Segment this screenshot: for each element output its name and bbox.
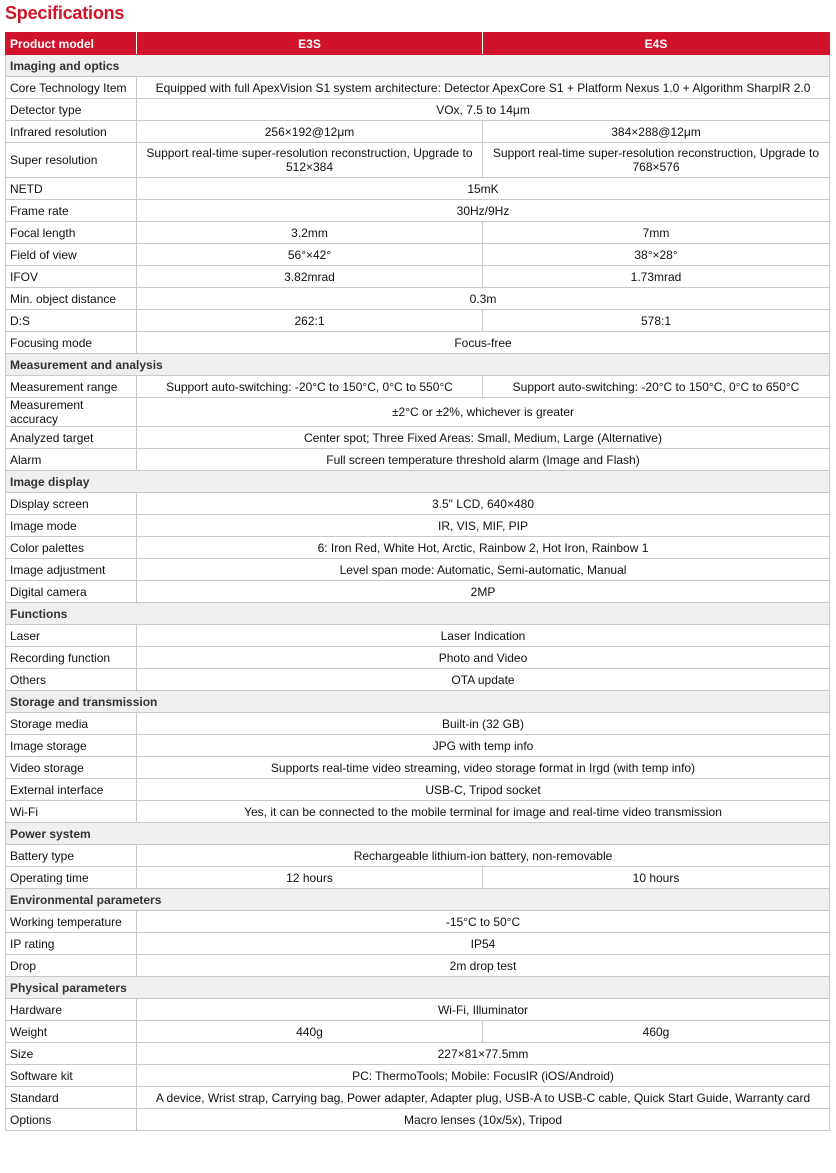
table-row xyxy=(6,669,830,691)
spec-label: Image storage xyxy=(6,735,137,757)
table-row xyxy=(6,537,830,559)
spec-value-e4s: 38°×28° xyxy=(483,244,830,266)
table-row xyxy=(6,178,830,200)
spec-label: Measurement accuracy xyxy=(6,398,137,427)
spec-label: NETD xyxy=(6,178,137,200)
table-row xyxy=(6,1021,830,1043)
spec-value-e4s: 578:1 xyxy=(483,310,830,332)
spec-label: Options xyxy=(6,1109,137,1131)
spec-value-shared: USB-C, Tripod socket xyxy=(137,779,830,801)
table-row xyxy=(6,1087,830,1109)
table-row xyxy=(6,647,830,669)
spec-value-e3s: 256×192@12μm xyxy=(137,121,483,143)
section-row xyxy=(6,889,830,911)
spec-value-e4s: 460g xyxy=(483,1021,830,1043)
table-row xyxy=(6,266,830,288)
spec-value-shared: IP54 xyxy=(137,933,830,955)
table-row xyxy=(6,200,830,222)
section-heading: Storage and transmission xyxy=(6,691,830,713)
table-row xyxy=(6,244,830,266)
table-row xyxy=(6,427,830,449)
table-row xyxy=(6,581,830,603)
spec-label: Others xyxy=(6,669,137,691)
spec-label: Image adjustment xyxy=(6,559,137,581)
spec-label: Infrared resolution xyxy=(6,121,137,143)
section-heading: Environmental parameters xyxy=(6,889,830,911)
spec-value-shared: Equipped with full ApexVision S1 system architecture: Detector ApexCore S1 + Platform Nexus 1.0 + Algorithm SharpIR 2.0 xyxy=(137,77,830,99)
spec-value-e4s: Support real-time super-resolution reconstruction, Upgrade to 768×576 xyxy=(483,143,830,178)
spec-label: Alarm xyxy=(6,449,137,471)
spec-label: Laser xyxy=(6,625,137,647)
table-row xyxy=(6,735,830,757)
spec-label: Field of view xyxy=(6,244,137,266)
table-row xyxy=(6,911,830,933)
spec-value-shared: PC: ThermoTools; Mobile: FocusIR (iOS/Android) xyxy=(137,1065,830,1087)
section-heading: Physical parameters xyxy=(6,977,830,999)
spec-label: Working temperature xyxy=(6,911,137,933)
section-row xyxy=(6,691,830,713)
spec-value-shared: Focus-free xyxy=(137,332,830,354)
product-model-label: Product model xyxy=(6,33,137,55)
spec-value-shared: Built-in (32 GB) xyxy=(137,713,830,735)
spec-label: Video storage xyxy=(6,757,137,779)
spec-value-e3s: 440g xyxy=(137,1021,483,1043)
spec-label: Display screen xyxy=(6,493,137,515)
spec-value-shared: 2m drop test xyxy=(137,955,830,977)
spec-value-e4s: 7mm xyxy=(483,222,830,244)
table-row xyxy=(6,222,830,244)
spec-label: External interface xyxy=(6,779,137,801)
table-row xyxy=(6,121,830,143)
spec-value-shared: Rechargeable lithium-ion battery, non-removable xyxy=(137,845,830,867)
spec-value-e3s: 3.2mm xyxy=(137,222,483,244)
section-row xyxy=(6,977,830,999)
spec-value-shared: IR, VIS, MIF, PIP xyxy=(137,515,830,537)
spec-value-shared: JPG with temp info xyxy=(137,735,830,757)
table-row xyxy=(6,99,830,121)
spec-value-e3s: 12 hours xyxy=(137,867,483,889)
table-row xyxy=(6,310,830,332)
spec-table xyxy=(5,32,830,1131)
table-row xyxy=(6,288,830,310)
section-row xyxy=(6,55,830,77)
spec-label: Measurement range xyxy=(6,376,137,398)
table-row xyxy=(6,143,830,178)
table-row xyxy=(6,77,830,99)
table-row xyxy=(6,449,830,471)
spec-label: Digital camera xyxy=(6,581,137,603)
spec-label: Color palettes xyxy=(6,537,137,559)
table-row xyxy=(6,1109,830,1131)
spec-value-e3s: 262:1 xyxy=(137,310,483,332)
table-row xyxy=(6,999,830,1021)
spec-value-e3s: 3.82mrad xyxy=(137,266,483,288)
spec-value-e3s: 56°×42° xyxy=(137,244,483,266)
spec-label: Storage media xyxy=(6,713,137,735)
table-row xyxy=(6,801,830,823)
spec-value-shared: Yes, it can be connected to the mobile terminal for image and real-time video transmission xyxy=(137,801,830,823)
spec-value-shared: Level span mode: Automatic, Semi-automatic, Manual xyxy=(137,559,830,581)
table-row xyxy=(6,1065,830,1087)
spec-value-shared: 6: Iron Red, White Hot, Arctic, Rainbow 2, Hot Iron, Rainbow 1 xyxy=(137,537,830,559)
spec-label: Focal length xyxy=(6,222,137,244)
spec-label: Standard xyxy=(6,1087,137,1109)
spec-label: Detector type xyxy=(6,99,137,121)
table-row xyxy=(6,845,830,867)
spec-label: IP rating xyxy=(6,933,137,955)
table-row xyxy=(6,713,830,735)
section-heading: Image display xyxy=(6,471,830,493)
spec-value-shared: -15°C to 50°C xyxy=(137,911,830,933)
spec-label: Focusing mode xyxy=(6,332,137,354)
spec-label: Image mode xyxy=(6,515,137,537)
table-row xyxy=(6,398,830,427)
spec-label: Recording function xyxy=(6,647,137,669)
spec-label: Super resolution xyxy=(6,143,137,178)
spec-value-shared: 227×81×77.5mm xyxy=(137,1043,830,1065)
spec-value-shared: Supports real-time video streaming, video storage format in Irgd (with temp info) xyxy=(137,757,830,779)
table-row xyxy=(6,332,830,354)
model-e4s-header: E4S xyxy=(483,33,830,55)
spec-label: Core Technology Item xyxy=(6,77,137,99)
spec-value-shared: Wi-Fi, Illuminator xyxy=(137,999,830,1021)
spec-label: Wi-Fi xyxy=(6,801,137,823)
spec-value-shared: OTA update xyxy=(137,669,830,691)
spec-value-e4s: Support auto-switching: -20°C to 150°C, 0°C to 650°C xyxy=(483,376,830,398)
spec-value-shared: Full screen temperature threshold alarm (Image and Flash) xyxy=(137,449,830,471)
spec-value-e4s: 384×288@12μm xyxy=(483,121,830,143)
spec-label: Operating time xyxy=(6,867,137,889)
spec-value-shared: Laser Indication xyxy=(137,625,830,647)
page-title: Specifications xyxy=(5,3,125,23)
table-row xyxy=(6,515,830,537)
spec-label: Battery type xyxy=(6,845,137,867)
spec-label: Hardware xyxy=(6,999,137,1021)
spec-label: Drop xyxy=(6,955,137,977)
table-row xyxy=(6,625,830,647)
spec-label: Weight xyxy=(6,1021,137,1043)
table-row xyxy=(6,867,830,889)
section-heading: Imaging and optics xyxy=(6,55,830,77)
spec-label: Size xyxy=(6,1043,137,1065)
table-row xyxy=(6,779,830,801)
spec-label: IFOV xyxy=(6,266,137,288)
spec-value-shared: Center spot; Three Fixed Areas: Small, Medium, Large (Alternative) xyxy=(137,427,830,449)
spec-value-shared: 3.5" LCD, 640×480 xyxy=(137,493,830,515)
spec-value-shared: 30Hz/9Hz xyxy=(137,200,830,222)
table-row xyxy=(6,933,830,955)
table-row xyxy=(6,493,830,515)
section-row xyxy=(6,603,830,625)
model-e3s-header: E3S xyxy=(137,33,483,55)
spec-label: Software kit xyxy=(6,1065,137,1087)
table-row xyxy=(6,757,830,779)
spec-value-shared: Macro lenses (10x/5x), Tripod xyxy=(137,1109,830,1131)
spec-value-e4s: 10 hours xyxy=(483,867,830,889)
spec-value-shared: A device, Wrist strap, Carrying bag, Power adapter, Adapter plug, USB-A to USB-C cable, Quick Start Guide, Warranty card xyxy=(137,1087,830,1109)
spec-label: Frame rate xyxy=(6,200,137,222)
spec-value-shared: 0.3m xyxy=(137,288,830,310)
section-row xyxy=(6,354,830,376)
section-heading: Measurement and analysis xyxy=(6,354,830,376)
section-heading: Power system xyxy=(6,823,830,845)
spec-label: Min. object distance xyxy=(6,288,137,310)
spec-value-e3s: Support auto-switching: -20°C to 150°C, 0°C to 550°C xyxy=(137,376,483,398)
spec-label: D:S xyxy=(6,310,137,332)
table-row xyxy=(6,955,830,977)
spec-value-e3s: Support real-time super-resolution reconstruction, Upgrade to 512×384 xyxy=(137,143,483,178)
section-row xyxy=(6,823,830,845)
spec-value-shared: ±2°C or ±2%, whichever is greater xyxy=(137,398,830,427)
spec-value-e4s: 1.73mrad xyxy=(483,266,830,288)
table-row xyxy=(6,559,830,581)
spec-value-shared: 2MP xyxy=(137,581,830,603)
table-row xyxy=(6,376,830,398)
section-heading: Functions xyxy=(6,603,830,625)
spec-value-shared: VOx, 7.5 to 14μm xyxy=(137,99,830,121)
spec-value-shared: 15mK xyxy=(137,178,830,200)
table-row xyxy=(6,1043,830,1065)
header-row xyxy=(6,33,830,55)
section-row xyxy=(6,471,830,493)
spec-value-shared: Photo and Video xyxy=(137,647,830,669)
spec-label: Analyzed target xyxy=(6,427,137,449)
